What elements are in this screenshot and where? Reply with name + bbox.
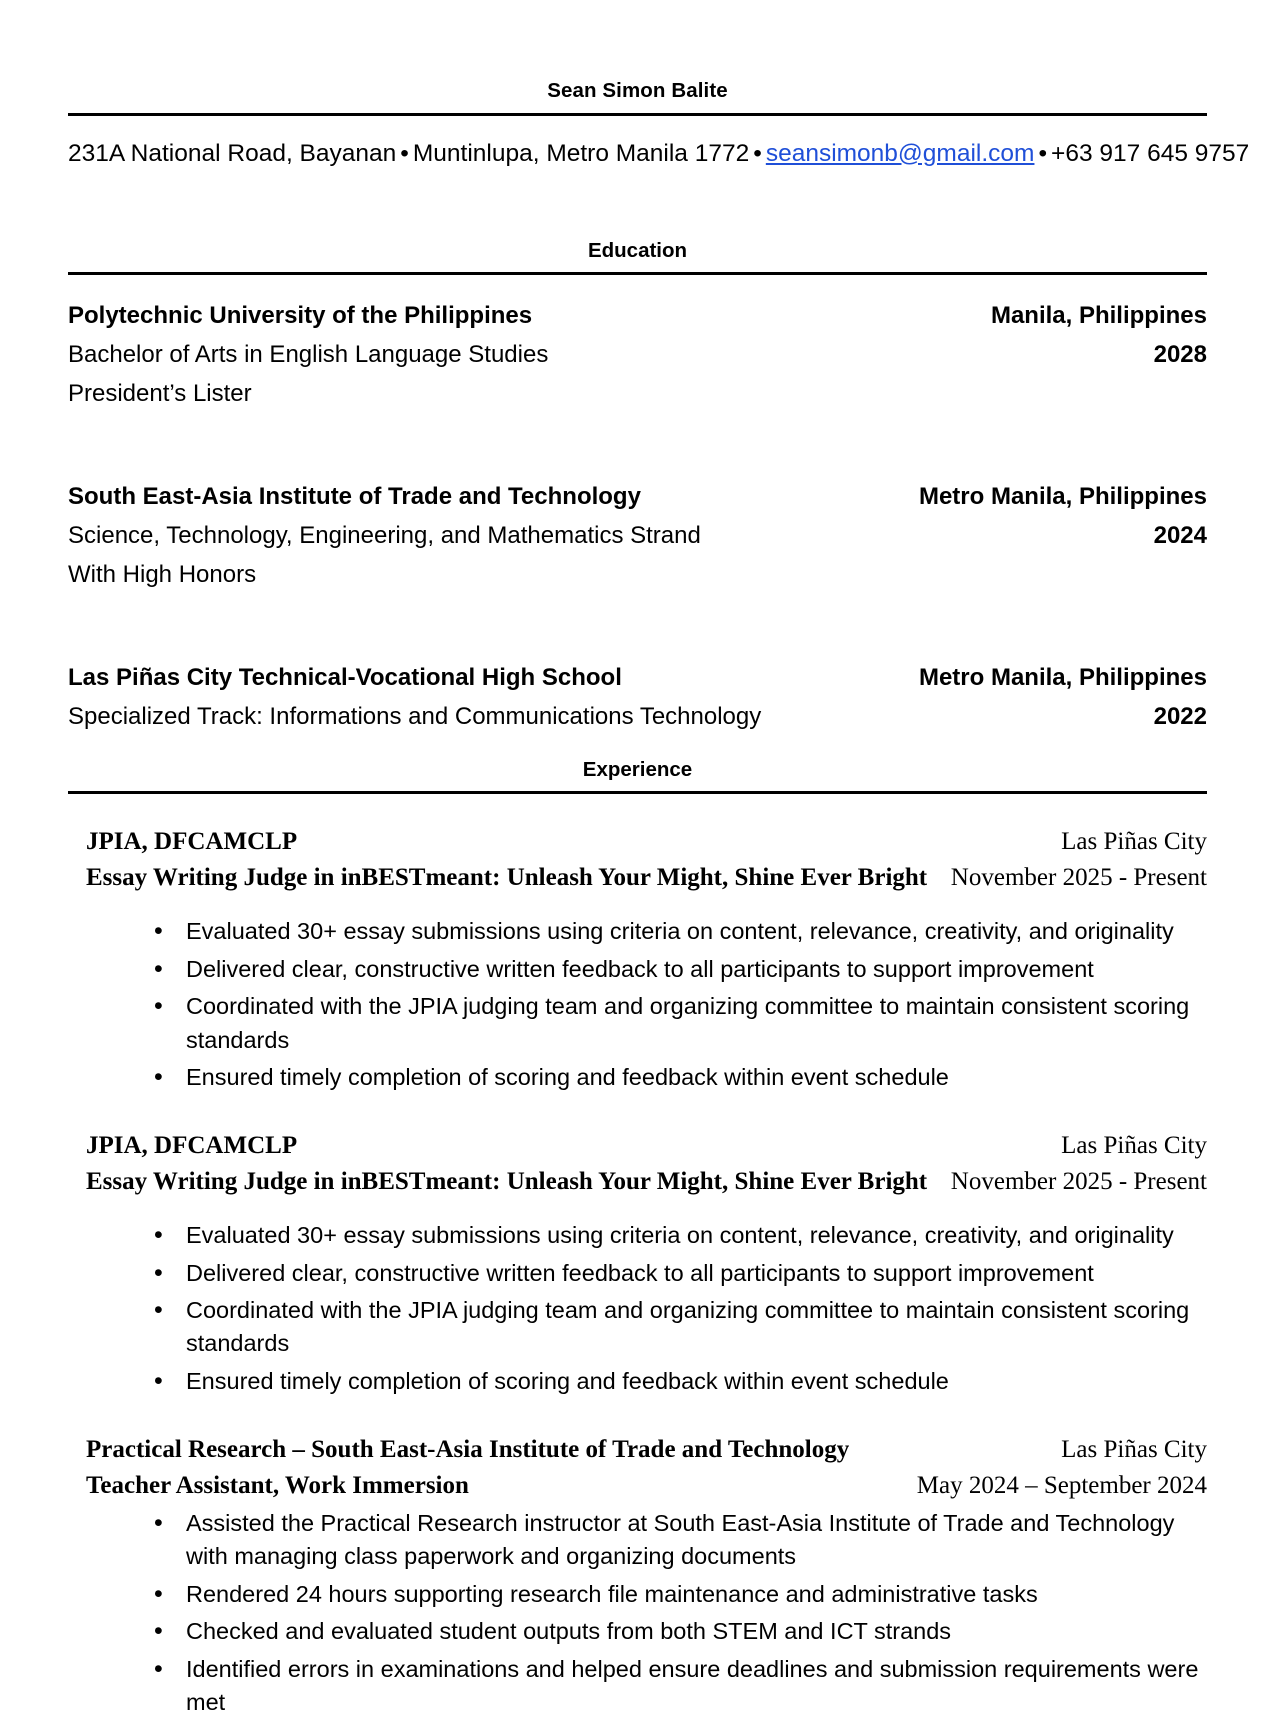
experience-bullet: • Ensured timely completion of scoring and feedback within event schedule [68,1365,1207,1398]
education-entry [68,297,1207,414]
experience-entry-role-row [68,1468,1207,1504]
experience-bullet: • Delivered clear, constructive written feedback to all participants to support improvement [68,1257,1207,1290]
education-entry-degree-row [68,336,1207,375]
experience-entry-headline [68,1128,1207,1164]
education-location: Manila, Philippines [991,297,1207,336]
header-divider [68,113,1207,116]
experience-organization: JPIA, DFCAMCLP [86,824,297,860]
experience-bullet: • Coordinated with the JPIA judging team and organizing committee to maintain consistent scoring standards [68,1294,1207,1361]
experience-dates: November 2025 - Present [951,860,1207,896]
education-honor: With High Honors [68,556,256,595]
experience-role: Teacher Assistant, Work Immersion [86,1468,469,1504]
education-entry [68,659,1207,737]
contact-line [68,138,1207,170]
education-entry-headline [68,478,1207,517]
education-honor: President’s Lister [68,375,252,414]
experience-entry [68,1128,1207,1398]
experience-dates: May 2024 – September 2024 [917,1468,1207,1504]
experience-section-title: Experience [68,758,1207,782]
experience-entry [68,1432,1207,1719]
experience-bullet-list [68,1219,1207,1398]
education-section-title: Education [68,239,1207,263]
experience-bullet: • Coordinated with the JPIA judging team and organizing committee to maintain consistent scoring standards [68,990,1207,1057]
education-divider [68,272,1207,275]
experience-entry-headline [68,1432,1207,1468]
experience-organization: JPIA, DFCAMCLP [86,1128,297,1164]
experience-bullet-list [68,915,1207,1094]
education-entry-honor-row [68,375,1207,414]
education-degree: Bachelor of Arts in English Language Studies [68,336,548,375]
experience-dates: November 2025 - Present [951,1164,1207,1200]
experience-bullet: • Delivered clear, constructive written feedback to all participants to support improvement [68,953,1207,986]
experience-role: Essay Writing Judge in inBESTmeant: Unleash Your Might, Shine Ever Bright [86,860,927,896]
experience-bullet: • Evaluated 30+ essay submissions using criteria on content, relevance, creativity, and originality [68,915,1207,948]
experience-entry [68,824,1207,1094]
education-entry-honor-row [68,556,1207,595]
education-entry-headline [68,659,1207,698]
candidate-name: Sean Simon Balite [68,78,1207,104]
resume-header [68,78,1207,169]
experience-location: Las Piñas City [1061,1128,1207,1164]
education-year: 2028 [1154,336,1207,375]
experience-location: Las Piñas City [1061,1432,1207,1468]
education-degree: Specialized Track: Informations and Communications Technology [68,698,761,737]
education-institution: Polytechnic University of the Philippines [68,297,532,336]
experience-entry-role-row [68,860,1207,896]
experience-divider [68,791,1207,794]
experience-bullet-list [68,1507,1207,1719]
education-year: 2022 [1154,698,1207,737]
experience-bullet: • Evaluated 30+ essay submissions using criteria on content, relevance, creativity, and originality [68,1219,1207,1252]
experience-bullet: • Assisted the Practical Research instructor at South East-Asia Institute of Trade and Technology with managing class paperwork and organizing documents [68,1507,1207,1574]
contact-separator-3: • [1034,140,1051,167]
education-entry [68,478,1207,595]
experience-bullet: • Checked and evaluated student outputs from both STEM and ICT strands [68,1615,1207,1648]
experience-bullet: • Identified errors in examinations and helped ensure deadlines and submission requirements were met [68,1653,1207,1719]
contact-city: Muntinlupa, Metro Manila 1772 [413,140,749,167]
contact-phone: +63 917 645 9757 [1051,140,1249,167]
contact-separator-2: • [749,140,766,167]
education-location: Metro Manila, Philippines [919,478,1207,517]
email-link[interactable]: seansimonb@gmail.com [766,140,1035,167]
experience-location: Las Piñas City [1061,824,1207,860]
contact-separator-1: • [396,140,413,167]
education-section [68,239,1207,736]
experience-bullet: • Rendered 24 hours supporting research file maintenance and administrative tasks [68,1578,1207,1611]
education-institution: South East-Asia Institute of Trade and Technology [68,478,641,517]
contact-address: 231A National Road, Bayanan [68,140,396,167]
education-location: Metro Manila, Philippines [919,659,1207,698]
experience-organization: Practical Research – South East-Asia Institute of Trade and Technology [86,1432,849,1468]
education-entry-degree-row [68,517,1207,556]
education-entry-headline [68,297,1207,336]
education-entry-degree-row [68,698,1207,737]
experience-role: Essay Writing Judge in inBESTmeant: Unleash Your Might, Shine Ever Bright [86,1164,927,1200]
education-institution: Las Piñas City Technical-Vocational High School [68,659,622,698]
experience-entry-headline [68,824,1207,860]
experience-entry-role-row [68,1164,1207,1200]
education-degree: Science, Technology, Engineering, and Mathematics Strand [68,517,701,556]
experience-bullet: • Ensured timely completion of scoring and feedback within event schedule [68,1061,1207,1094]
education-year: 2024 [1154,517,1207,556]
experience-section [68,758,1207,1719]
